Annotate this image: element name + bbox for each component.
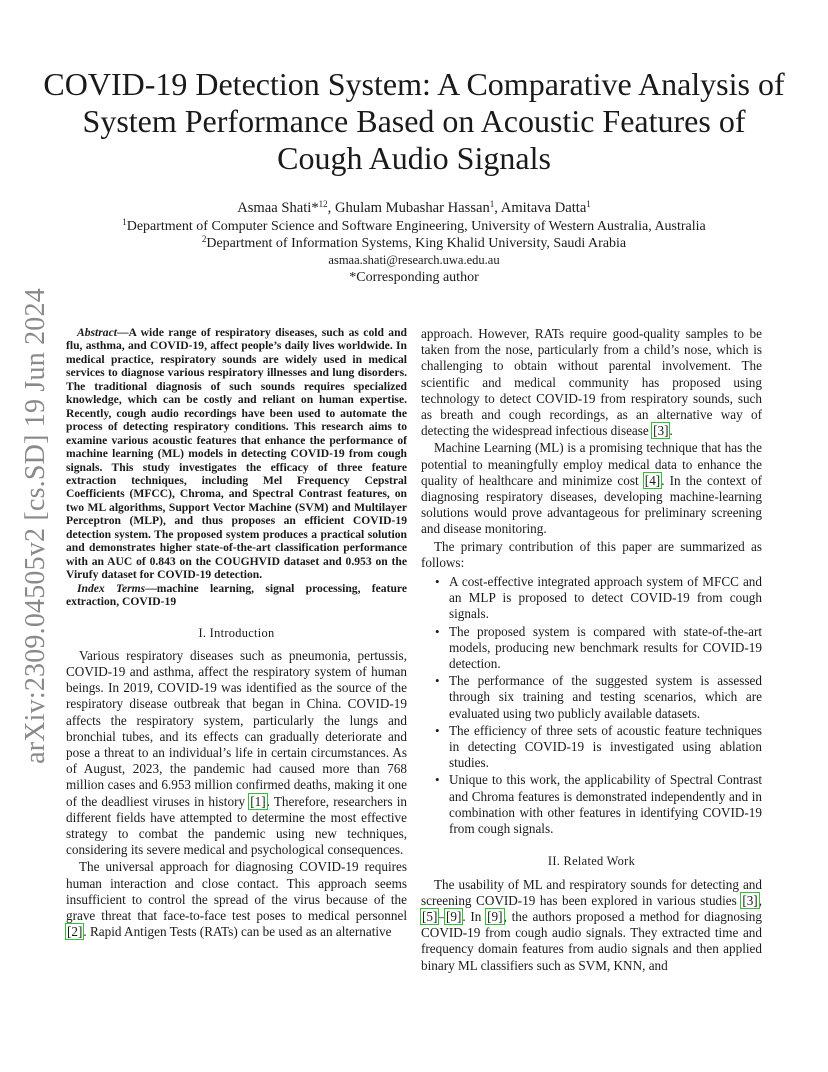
author-names: Asmaa Shati*$^{12}$, Ghulam Mubashar Hassan$^1$, Amitava Datta$^1$ xyxy=(237,199,591,216)
list-item: • The performance of the suggested system is assessed through six training and testing scenarios, which are evaluated using two publicly available datasets. xyxy=(449,673,762,722)
affiliation-2: $^2$Department of Information Systems, King Khalid University, Saudi Arabia xyxy=(201,234,627,251)
citation-link[interactable]: [5] xyxy=(422,908,438,924)
index-terms: Index Terms—machine learning, signal processing, feature extraction, COVID-19 xyxy=(66,581,407,609)
list-item: • Unique to this work, the applicability of Spectral Contrast and Chroma features is demonstrated independently and in combination with other features in identifying COVID-19 from cough signals. xyxy=(449,772,762,837)
section-heading-introduction: I. Introduction xyxy=(198,625,275,640)
list-item: • The proposed system is compared with state-of-the-art models, producing new benchmark results for COVID-19 detection. xyxy=(449,624,762,673)
left-column xyxy=(66,326,407,940)
citation-link[interactable]: [1] xyxy=(250,793,266,809)
citation-link[interactable]: [9] xyxy=(487,908,503,924)
citation-link[interactable]: [9] xyxy=(445,908,462,924)
list-item: • A cost-effective integrated approach system of MFCC and an MLP is proposed to detect COVID-19 from cough signals. xyxy=(449,574,762,623)
contribution-list xyxy=(421,574,762,837)
section-heading-related-work: II. Related Work xyxy=(547,854,636,869)
corresponding-note: *Corresponding author xyxy=(349,270,479,285)
citation-link[interactable]: [4] xyxy=(644,472,661,488)
intro-paragraph: The primary contribution of this paper are summarized as follows: xyxy=(421,538,762,570)
intro-paragraph: The universal approach for diagnosing COVID-19 requires human interaction and close contact. This approach seems insufficient to control the spread of the virus because of the grave threat that face-to-face test poses to medical personnel [2]. Rapid Antigen Tests (RATs) can be used as an alternative xyxy=(66,859,407,940)
citation-link[interactable]: [3] xyxy=(653,423,669,439)
paper-title: COVID-19 Detection System: A Comparative Analysis of System Performance Based on Acoustic Features of Cough Audio Signals xyxy=(43,66,785,176)
author-block xyxy=(60,200,768,286)
related-paragraph: The usability of ML and respiratory sounds for detecting and screening COVID-19 has been explored in various studies [3], [5]–[9]. In [9], the authors proposed a method for diagnosing COVID-19 from cough audio signals. They extracted time and frequency domain features from audio signals and then applied binary ML classifiers such as SVM, KNN, and xyxy=(421,876,762,973)
citation-link[interactable]: [2] xyxy=(67,924,83,940)
arxiv-stamp: arXiv:2309.04505v2 [cs.SD] 19 Jun 2024 xyxy=(20,287,51,764)
citation-link[interactable]: [3] xyxy=(742,892,758,908)
affiliation-1: $^1$Department of Computer Science and Software Engineering, University of Western Australia, Australia xyxy=(122,217,706,234)
intro-paragraph: approach. However, RATs require good-quality samples to be taken from the nose, particularly from a child’s nose, which is challenging to obtain without parental involvement. The scientific and medical community has proposed using technology to detect COVID-19 from respiratory sounds, such as breath and cough recordings, as an alternative way of detecting the widespread infectious disease [3]. xyxy=(421,326,762,439)
intro-paragraph: Various respiratory diseases such as pneumonia, pertussis, COVID-19 and asthma, affect the respiratory system of human beings. In 2019, COVID-19 was identified as the source of the respiratory disease outbreak that began in China. COVID-19 affects the respiratory system, particularly the lungs and bronchial tubes, and its effects can gradually deteriorate and pose a threat to an individual’s life in certain circumstances. As of August, 2023, the pandemic had caused more than 768 million cases and 6.953 million confirmed deaths, making it one of the deadliest viruses in history [1]. Therefore, researchers in different fields have attempted to determine the most effective strategy to combat the pandemic using new techniques, considering its severe medical and psychological consequences. xyxy=(66,647,407,858)
author-email[interactable]: asmaa.shati@research.uwa.edu.au xyxy=(328,253,500,267)
right-column xyxy=(421,326,762,974)
list-item: • The efficiency of three sets of acoustic feature techniques in detecting COVID-19 is investigated using ablation studies. xyxy=(449,723,762,772)
intro-paragraph: Machine Learning (ML) is a promising technique that has the potential to meaningfully employ medical data to enhance the quality of healthcare and minimize cost [4]. In the context of diagnosing respiratory diseases, developing machine-learning solutions would prove advantageous for preliminary screening and disease monitoring. xyxy=(421,440,762,537)
abstract: Abstract—A wide range of respiratory diseases, such as cold and flu, asthma, and COVID-19, affect people’s daily lives worldwide. In medical practice, respiratory sounds are widely used in medical services to diagnose various respiratory illnesses and lung disorders. The traditional diagnosis of such sounds requires specialized knowledge, which can be costly and reliant on human expertise. Recently, cough audio recordings have been used to automate the process of detecting respiratory conditions. This research aims to examine various acoustic features that enhance the performance of machine learning (ML) models in detecting COVID-19 from cough signals. This study investigates the efficacy of three feature extraction techniques, including Mel Frequency Cepstral Coefficients (MFCC), Chroma, and Spectral Contrast features, on two ML algorithms, Support Vector Machine (SVM) and Multilayer Perceptron (MLP), and thus proposes an efficient COVID-19 detection system. The proposed system produces a practical solution and demonstrates higher state-of-the-art classification performance with an AUC of 0.843 on the COUGHVID dataset and 0.953 on the Virufy dataset for COVID-19 detection. xyxy=(66,326,407,582)
